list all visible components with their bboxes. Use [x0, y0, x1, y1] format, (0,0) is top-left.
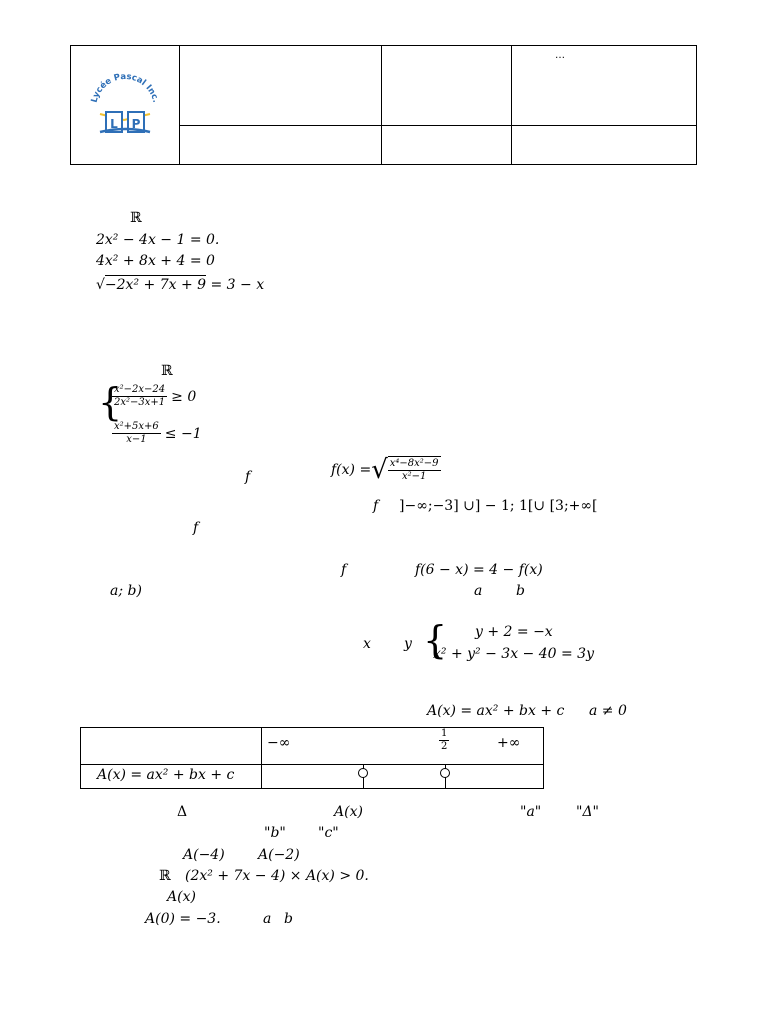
ex4-f: f: [341, 562, 347, 578]
ex4-b: b: [516, 583, 525, 599]
ex6-ax: A(x): [334, 804, 363, 820]
header-divider: [179, 46, 180, 164]
ex3-fdef-lhs: f(x) =: [331, 461, 372, 478]
logo-letter-p: P: [131, 117, 141, 131]
ex6-q-b: "b": [264, 825, 286, 841]
ex3-fdef: f(x) = √ $\frac{\text{x⁴−8x²−9}}{\text{x²−1}}$: [331, 454, 439, 485]
ex1-eq3: √−2x² + 7x + 9 = 3 − x: [96, 277, 265, 293]
ex6-set: ℝ: [159, 868, 171, 884]
ex6-a0: A(0) = −3.: [145, 911, 221, 927]
school-logo: [86, 68, 164, 144]
header-divider: [381, 46, 382, 164]
ex2-ineq2-den: x−1: [126, 434, 147, 445]
ex6-a: a: [263, 911, 272, 927]
system-brace: {: [423, 618, 448, 662]
ex4-point: a; b): [110, 583, 142, 599]
ex3-f3: f: [193, 520, 199, 536]
ex2-ineq1-den: 2x²−3x+1: [114, 397, 166, 408]
ex6-q-delta: "Δ": [576, 804, 599, 820]
ex6-b: b: [284, 911, 293, 927]
ex5-y: y: [404, 636, 412, 652]
zero-marker: [440, 768, 450, 778]
ex4-a: a: [474, 583, 483, 599]
ex2-ineq2: [112, 421, 202, 446]
sign-table-divider: [261, 728, 262, 788]
sign-table-minus-inf: −∞: [267, 735, 291, 751]
sign-table: [80, 727, 544, 789]
ex5-x: x: [363, 636, 371, 652]
ex1-eq3-radicand: −2x² + 7x + 9: [104, 277, 207, 293]
ex6-am2: A(−2): [258, 847, 300, 863]
system-brace: {: [98, 380, 123, 424]
ex1-eq1: 2x² − 4x − 1 = 0.: [96, 232, 220, 248]
header-dots: …: [555, 50, 565, 61]
ex5-sys2: x² + y² − 3x − 40 = 3y: [433, 646, 594, 662]
ex6-q-c: "c": [318, 825, 339, 841]
sign-table-row-label: A(x) = ax² + bx + c: [97, 767, 235, 783]
sign-table-row-divider: [81, 764, 543, 765]
ex6-am4: A(−4): [183, 847, 225, 863]
ex2-ineq1: [112, 384, 196, 409]
ex1-eq3-rhs: = 3 − x: [206, 277, 265, 293]
ex1-set: ℝ: [130, 210, 142, 226]
ex6-ineq: (2x² + 7x − 4) × A(x) > 0.: [185, 868, 369, 884]
svg-text:Lycée Pascal Inc.: [90, 72, 161, 104]
ex6-cond: a ≠ 0: [589, 703, 627, 719]
ex3-domain: ]−∞;−3] ∪] − 1; 1[∪ [3;+∞[: [399, 498, 598, 514]
ex2-ineq1-rhs: ≥ 0: [171, 388, 197, 405]
ex5-sys1: y + 2 = −x: [475, 624, 553, 640]
logo-letter-l: L: [110, 117, 118, 131]
sign-table-plus-inf: +∞: [497, 735, 521, 751]
ex2-ineq2-num: x²+5x+6: [114, 421, 159, 432]
ex3-f2: f: [373, 498, 379, 514]
ex2-set: ℝ: [161, 363, 173, 379]
sign-table-half: $\frac{1}{2}$: [441, 728, 448, 752]
ex4-relation: f(6 − x) = 4 − f(x): [415, 562, 543, 578]
ex2-ineq2-rhs: ≤ −1: [164, 425, 202, 442]
header-table: [70, 45, 697, 165]
ex6-ax2: A(x): [167, 889, 196, 905]
ex6-delta: Δ: [177, 804, 188, 820]
ex2-ineq1-num: x²−2x−24: [114, 384, 166, 395]
ex3-fdef-den: x²−1: [401, 471, 427, 482]
ex3-fdef-num: x⁴−8x²−9: [389, 458, 439, 469]
ex3-f: f: [245, 469, 251, 485]
header-row-divider: [179, 125, 696, 126]
ex6-q-a: "a": [520, 804, 542, 820]
logo-arc-text: Lycée Pascal Inc.: [89, 71, 161, 104]
ex1-eq2: 4x² + 8x + 4 = 0: [96, 253, 215, 269]
zero-marker: [358, 768, 368, 778]
header-divider: [511, 46, 512, 164]
ex6-poly: A(x) = ax² + bx + c: [427, 703, 565, 719]
